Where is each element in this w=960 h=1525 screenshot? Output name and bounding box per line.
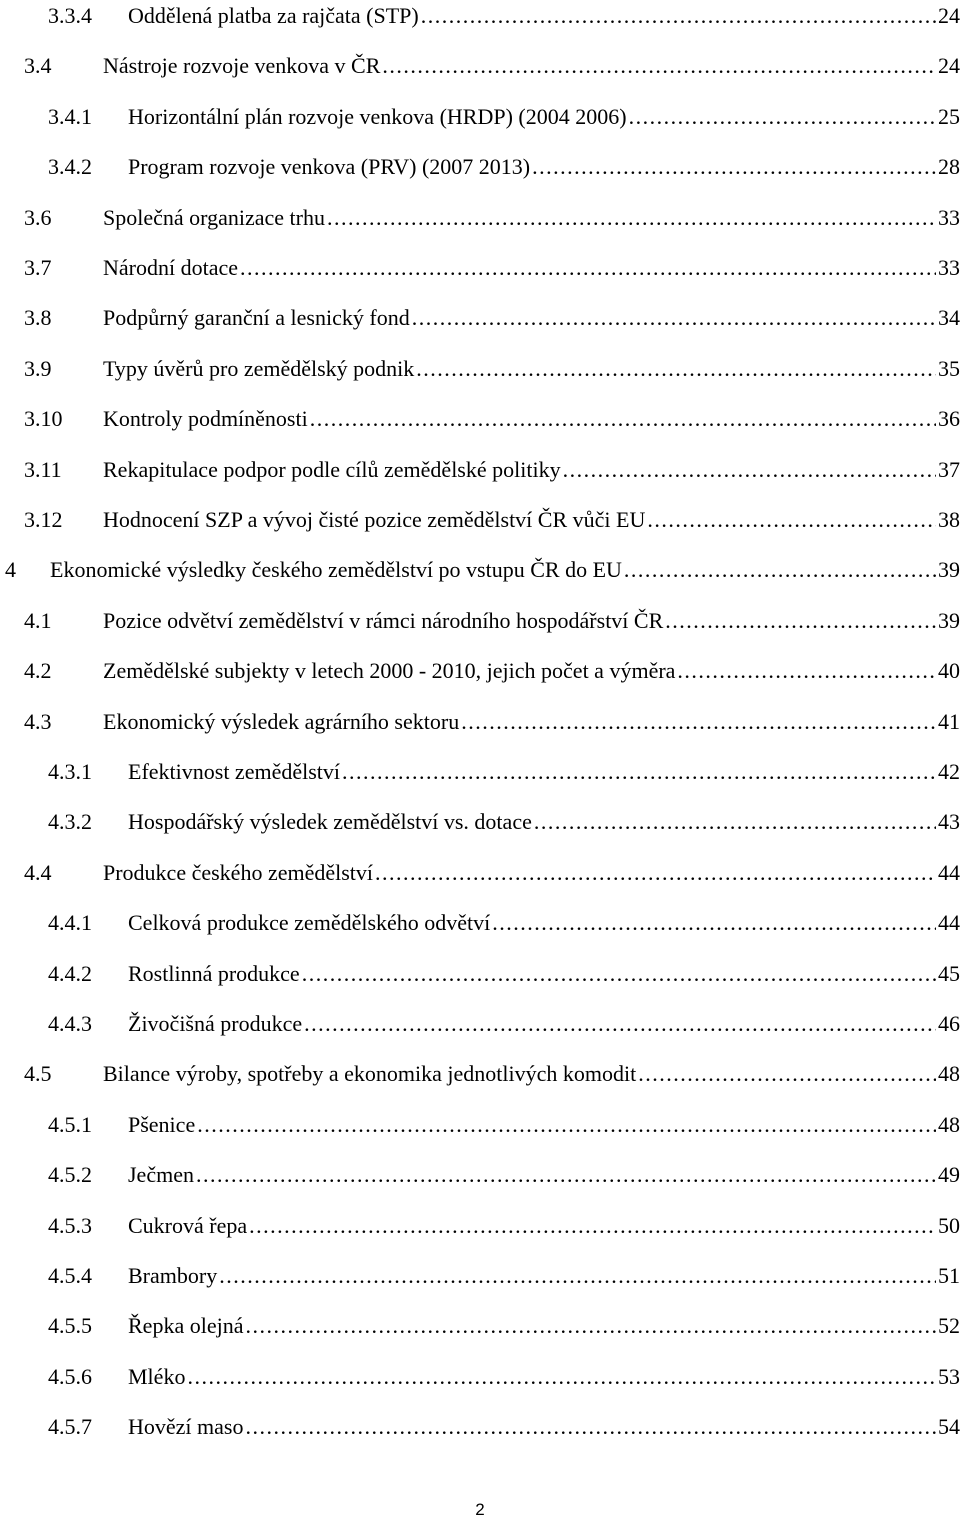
toc-entry-title: Národní dotace: [103, 255, 238, 280]
toc-entry-number: 4.5.6: [48, 1363, 92, 1389]
toc-dot-leader: [310, 403, 936, 435]
toc-dot-leader: [563, 454, 936, 486]
toc-entry[interactable]: [24, 605, 960, 637]
toc-entry-title: Program rozvoje venkova (PRV) (2007 2013): [128, 154, 531, 180]
toc-entry-page: 42: [938, 759, 960, 784]
toc-entry-title: Živočišná produkce: [128, 1011, 303, 1036]
toc-entry-title: Rekapitulace podpor podle cílů zemědělské politiky: [103, 456, 561, 482]
toc-entry-page: 54: [938, 1414, 960, 1440]
toc-entry[interactable]: [24, 706, 960, 738]
toc-entry[interactable]: [48, 1159, 960, 1191]
toc-entry[interactable]: [24, 655, 960, 687]
toc-entry-page: 24: [938, 53, 960, 79]
toc-entry-title: Oddělená platba za rajčata (STP): [128, 3, 419, 28]
toc-entry[interactable]: [48, 1361, 960, 1393]
toc-dot-leader: [245, 1310, 936, 1342]
toc-entry-page: 46: [938, 1011, 960, 1036]
toc-entry-title: Kontroly podmíněnosti: [103, 406, 308, 432]
toc-entry-title: Společná organizace trhu: [103, 204, 325, 230]
toc-entry-number: 4.4: [24, 859, 52, 885]
toc-entry-title: Pšenice: [128, 1111, 196, 1137]
toc-dot-leader: [302, 958, 936, 990]
toc-entry-title: Rostlinná produkce: [128, 960, 300, 986]
toc-entry-number: 4.5.1: [48, 1111, 92, 1137]
toc-entry-title: Nástroje rozvoje venkova v ČR: [103, 53, 381, 79]
toc-entry[interactable]: [24, 353, 960, 385]
toc-entry-number: 4.3.1: [48, 759, 92, 784]
toc-entry-number: 4.3.2: [48, 809, 92, 835]
toc-entry-page: 50: [938, 1212, 960, 1238]
toc-entry[interactable]: [48, 1310, 960, 1342]
toc-entry-number: 4.5: [24, 1061, 52, 1087]
toc-entry-title: Zemědělské subjekty v letech 2000 - 2010, jejich počet a výměra: [103, 658, 676, 684]
toc-entry-number: 3.8: [24, 305, 52, 331]
toc-entry-page: 40: [938, 658, 960, 684]
toc-entry-page: 48: [938, 1111, 960, 1137]
toc-dot-leader: [629, 101, 936, 133]
toc-entry[interactable]: [24, 302, 960, 334]
page-number: 2: [475, 1500, 485, 1519]
toc-entry-title: Efektivnost zemědělství: [128, 759, 340, 784]
toc-entry-number: 3.4.2: [48, 154, 92, 180]
toc-entry[interactable]: [48, 806, 960, 838]
toc-entry-number: 3.9: [24, 355, 52, 381]
toc-dot-leader: [327, 202, 936, 234]
toc-entry-page: 24: [938, 3, 960, 28]
toc-dot-leader: [665, 605, 936, 637]
toc-dot-leader: [249, 1210, 936, 1242]
toc-entry[interactable]: [48, 958, 960, 990]
toc-entry-page: 48: [938, 1061, 960, 1087]
toc-dot-leader: [382, 50, 936, 82]
toc-dot-leader: [638, 1058, 936, 1090]
toc-dot-leader: [197, 1109, 936, 1141]
toc-entry[interactable]: [24, 202, 960, 234]
toc-entry-number: 4.5.3: [48, 1212, 92, 1238]
toc-dot-leader: [647, 504, 936, 536]
toc-dot-leader: [416, 353, 936, 385]
toc-entry[interactable]: [48, 1260, 960, 1292]
toc-entry-title: Řepka olejná: [128, 1313, 244, 1339]
toc-entry[interactable]: [48, 1109, 960, 1141]
toc-entry[interactable]: [48, 756, 960, 788]
toc-entry-page: 33: [938, 204, 960, 230]
toc-entry-title: Podpůrný garanční a lesnický fond: [103, 305, 410, 331]
toc-entry[interactable]: [48, 151, 960, 183]
toc-dot-leader: [196, 1159, 936, 1191]
toc-entry[interactable]: [48, 1210, 960, 1242]
toc-entry-page: 49: [938, 1162, 960, 1188]
toc-entry-number: 3.12: [24, 507, 63, 532]
toc-entry[interactable]: [48, 0, 960, 32]
toc-entry-number: 4.4.2: [48, 960, 92, 986]
toc-entry-page: 35: [938, 355, 960, 381]
toc-entry-title: Cukrová řepa: [128, 1212, 248, 1238]
toc-entry-number: 4.5.5: [48, 1313, 92, 1339]
toc-entry-page: 25: [938, 103, 960, 129]
toc-entry[interactable]: [5, 554, 960, 586]
toc-entry-number: 3.11: [24, 456, 62, 482]
toc-dot-leader: [412, 302, 936, 334]
toc-entry[interactable]: [24, 1058, 960, 1090]
toc-entry-title: Ekonomický výsledek agrárního sektoru: [103, 708, 460, 734]
toc-entry-title: Pozice odvětví zemědělství v rámci národního hospodářství ČR: [103, 607, 664, 633]
toc-entry-title: Typy úvěrů pro zemědělský podnik: [103, 355, 415, 381]
toc-entry[interactable]: [24, 252, 960, 284]
toc-entry[interactable]: [24, 857, 960, 889]
toc-entry-title: Bilance výroby, spotřeby a ekonomika jednotlivých komodit: [103, 1061, 637, 1087]
toc-entry[interactable]: [24, 454, 960, 486]
toc-entry-title: Hospodářský výsledek zemědělství vs. dotace: [128, 809, 532, 835]
toc-entry-page: 51: [938, 1263, 960, 1288]
toc-dot-leader: [187, 1361, 936, 1393]
toc-entry-number: 4.2: [24, 658, 52, 684]
toc-entry-page: 39: [938, 607, 960, 633]
toc-entry-page: 43: [938, 809, 960, 835]
toc-entry-title: Ječmen: [128, 1162, 194, 1188]
toc-entry-page: 28: [938, 154, 960, 180]
toc-entry[interactable]: [24, 403, 960, 435]
toc-entry-number: 3.3.4: [48, 3, 92, 28]
toc-entry-number: 4.5.4: [48, 1263, 92, 1288]
toc-entry[interactable]: [24, 504, 960, 536]
toc-entry-page: 44: [938, 910, 960, 936]
toc-dot-leader: [342, 756, 936, 788]
toc-entry-page: 33: [938, 255, 960, 280]
toc-entry-number: 4: [5, 557, 16, 583]
toc-entry-page: 37: [938, 456, 960, 482]
toc-dot-leader: [421, 0, 936, 32]
toc-entry-title: Hovězí maso: [128, 1414, 244, 1440]
toc-entry-number: 4.1: [24, 607, 52, 633]
toc-entry-number: 3.4: [24, 53, 52, 79]
toc-entry-title: Mléko: [128, 1363, 186, 1389]
toc-dot-leader: [375, 857, 936, 889]
toc-entry-number: 4.4.1: [48, 910, 92, 936]
toc-entry-page: 39: [938, 557, 960, 583]
toc-entry-number: 4.5.2: [48, 1162, 92, 1188]
toc-entry-title: Horizontální plán rozvoje venkova (HRDP) (2004 2006): [128, 103, 627, 129]
toc-dot-leader: [677, 655, 936, 687]
toc-entry-page: 41: [938, 708, 960, 734]
toc-dot-leader: [304, 1008, 936, 1040]
toc-entry-title: Celková produkce zemědělského odvětví: [128, 910, 491, 936]
toc-dot-leader: [492, 907, 936, 939]
toc-dot-leader: [245, 1411, 936, 1443]
toc-entry-number: 3.4.1: [48, 103, 92, 129]
toc-entry[interactable]: [48, 101, 960, 133]
toc-dot-leader: [240, 252, 936, 284]
toc-dot-leader: [532, 151, 936, 183]
toc-dot-leader: [461, 706, 936, 738]
toc-entry-page: 38: [938, 507, 960, 532]
toc-entry[interactable]: [48, 907, 960, 939]
toc-entry[interactable]: [48, 1008, 960, 1040]
toc-entry-page: 52: [938, 1313, 960, 1339]
toc-entry-title: Ekonomické výsledky českého zemědělství po vstupu ČR do EU: [50, 557, 622, 583]
toc-entry-number: 4.4.3: [48, 1011, 92, 1036]
toc-entry-page: 44: [938, 859, 960, 885]
toc-entry-number: 4.5.7: [48, 1414, 92, 1440]
toc-dot-leader: [624, 554, 936, 586]
toc-entry-page: 36: [938, 406, 960, 432]
toc-entry-page: 45: [938, 960, 960, 986]
toc-dot-leader: [219, 1260, 936, 1292]
toc-entry-title: Produkce českého zemědělství: [103, 859, 374, 885]
toc-entry-number: 4.3: [24, 708, 52, 734]
toc-entry[interactable]: [48, 1411, 960, 1443]
toc-entry-number: 3.10: [24, 406, 63, 432]
toc-entry-number: 3.6: [24, 204, 52, 230]
toc-entry-title: Brambory: [128, 1263, 218, 1288]
toc-entry-page: 53: [938, 1363, 960, 1389]
toc-entry[interactable]: [24, 50, 960, 82]
toc-entry-title: Hodnocení SZP a vývoj čisté pozice zemědělství ČR vůči EU: [103, 507, 646, 532]
toc-entry-page: 34: [938, 305, 960, 331]
toc-entry-number: 3.7: [24, 255, 52, 280]
toc-dot-leader: [534, 806, 936, 838]
